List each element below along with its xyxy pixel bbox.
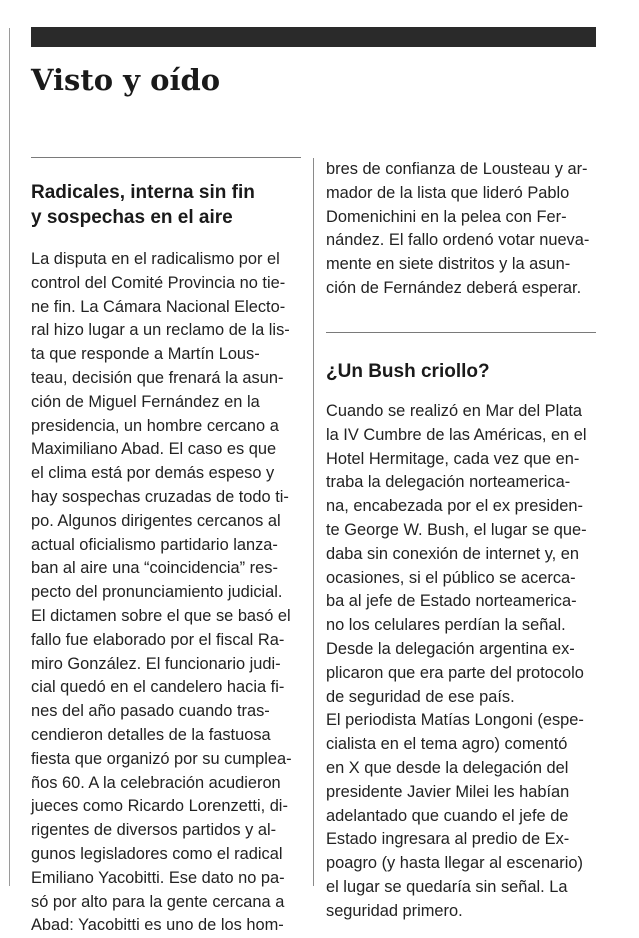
- body-line: Abad: Yacobitti es uno de los hom-: [31, 916, 284, 935]
- article-radicales-headline: [31, 180, 255, 230]
- body-line: actual oficialismo partidario lanza-: [31, 535, 278, 554]
- body-line: cial quedó en el candelero hacia fi-: [31, 678, 285, 697]
- body-line: mente en siete distritos y la asun-: [326, 255, 571, 274]
- body-line: el clima está por demás espeso y: [31, 464, 275, 483]
- body-line: miro González. El funcionario judi-: [31, 654, 281, 673]
- body-line: cialista en el tema agro) comentó: [326, 735, 568, 754]
- body-line: ne fin. La Cámara Nacional Electo-: [31, 297, 286, 316]
- page-edge-line: [9, 28, 10, 886]
- body-line: La disputa en el radicalismo por el: [31, 250, 280, 268]
- body-line: ocasiones, si el público se acerca-: [326, 568, 576, 587]
- body-line: presidente Javier Milei les habían: [326, 782, 570, 801]
- column-divider: [313, 158, 314, 886]
- body-line: Emiliano Yacobitti. Ese dato no pa-: [31, 868, 285, 887]
- body-line: seguridad primero.: [326, 901, 463, 920]
- body-line: cendieron detalles de la fastuosa: [31, 725, 271, 744]
- body-line: El periodista Matías Longoni (espe-: [326, 711, 584, 730]
- body-line: poagro (y hasta llegar al escenario): [326, 854, 583, 873]
- section-title: Visto y oído: [31, 63, 221, 97]
- body-line: el lugar se quedaría sin señal. La: [326, 877, 568, 896]
- article-radicales-body-col1: [31, 248, 303, 938]
- headline-line: Radicales, interna sin fin: [31, 182, 255, 203]
- section-header-bar: [31, 27, 596, 47]
- body-line: ños 60. A la celebración acudieron: [31, 773, 281, 792]
- body-line: en X que desde la delegación del: [326, 758, 569, 777]
- body-line: nández. El fallo ordenó votar nueva-: [326, 231, 590, 250]
- body-line: Estado ingresara al predio de Ex-: [326, 830, 570, 849]
- body-line: fallo fue elaborado por el fiscal Ra-: [31, 630, 285, 649]
- body-line: só por alto para la gente cercana a: [31, 892, 285, 911]
- body-line: ción de Miguel Fernández en la: [31, 392, 260, 411]
- body-line: jueces como Ricardo Lorenzetti, di-: [31, 797, 288, 816]
- body-line: Maximiliano Abad. El caso es que: [31, 440, 277, 459]
- body-line: ral hizo lugar a un reclamo de la lis-: [31, 321, 290, 340]
- body-line: presidencia, un hombre cercano a: [31, 416, 279, 435]
- body-line: bres de confianza de Lousteau y ar-: [326, 160, 588, 178]
- body-line: fiesta que organizó por su cumplea-: [31, 749, 292, 768]
- body-line: la IV Cumbre de las Américas, en el: [326, 425, 587, 444]
- body-line: mador de la lista que lideró Pablo: [326, 183, 570, 202]
- body-line: ban al aire una “coincidencia” res-: [31, 559, 278, 578]
- headline-line: y sospechas en el aire: [31, 207, 233, 228]
- body-line: rigentes de diversos partidos y al-: [31, 821, 277, 840]
- body-line: te George W. Bush, el lugar se que-: [326, 520, 587, 539]
- body-line: de seguridad de ese país.: [326, 687, 515, 706]
- body-line: Domenichini en la pelea con Fer-: [326, 207, 567, 226]
- body-line: control del Comité Provincia no tie-: [31, 273, 286, 292]
- body-line: adelantado que cuando el jefe de: [326, 806, 569, 825]
- body-line: traba la delegación norteamerica-: [326, 473, 571, 492]
- column-left-top-rule: [31, 157, 301, 158]
- body-line: pecto del pronunciamiento judicial.: [31, 583, 283, 602]
- body-line: ba al jefe de Estado norteamerica-: [326, 592, 577, 611]
- body-line: Hotel Hermitage, cada vez que en-: [326, 449, 580, 468]
- body-line: Cuando se realizó en Mar del Plata: [326, 402, 583, 420]
- body-line: po. Algunos dirigentes cercanos al: [31, 511, 281, 530]
- body-line: gunos legisladores como el radical: [31, 844, 283, 863]
- body-line: El dictamen sobre el que se basó el: [31, 606, 291, 625]
- body-line: teau, decisión que frenará la asun-: [31, 368, 284, 387]
- body-line: hay sospechas cruzadas de todo ti-: [31, 487, 289, 506]
- article-separator-rule: [326, 332, 596, 333]
- article-bush-body: [326, 400, 598, 924]
- body-line: nes del año pasado cuando tras-: [31, 702, 270, 721]
- body-line: Desde la delegación argentina ex-: [326, 639, 575, 658]
- body-line: daba sin conexión de internet y, en: [326, 544, 580, 563]
- body-line: no los celulares perdían la señal.: [326, 616, 566, 635]
- body-line: plicaron que era parte del protocolo: [326, 663, 584, 682]
- article-bush-headline: ¿Un Bush criollo?: [326, 361, 490, 382]
- body-line: ción de Fernández deberá esperar.: [326, 278, 582, 297]
- article-radicales-body-col2: [326, 158, 598, 301]
- body-line: na, encabezada por el ex presiden-: [326, 497, 583, 516]
- body-line: ta que responde a Martín Lous-: [31, 345, 260, 364]
